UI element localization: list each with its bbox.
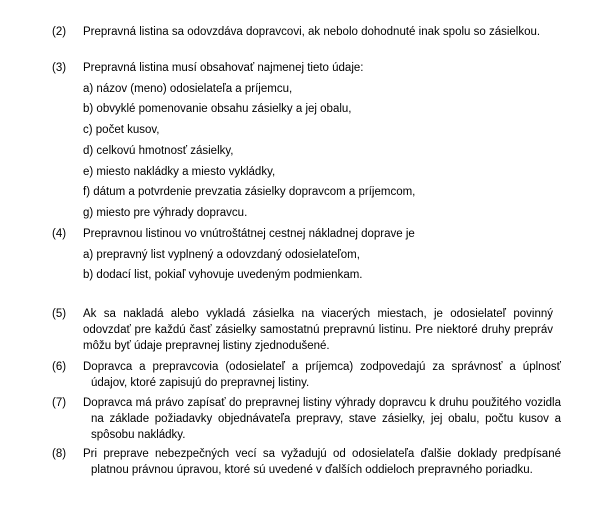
paragraph-number: (3) <box>52 62 67 74</box>
list-item: c) počet kusov, <box>83 124 160 136</box>
paragraph-text: Prepravná listina sa odovzdáva dopravcovi, ak nebolo dohodnuté inak spolu so zásielkou. <box>83 26 541 38</box>
paragraph-number: (4) <box>52 228 67 240</box>
paragraph-number: (2) <box>52 26 67 38</box>
list-item: a) názov (meno) odosielateľa a príjemcu, <box>83 83 293 95</box>
list-item: g) miesto pre výhrady dopravcu. <box>83 207 248 219</box>
paragraph-2 <box>52 24 562 40</box>
paragraph-8 <box>52 446 562 478</box>
paragraph-7 <box>52 395 562 443</box>
list-item: e) miesto nakládky a miesto vykládky, <box>83 166 276 178</box>
paragraph-text: Ak sa nakladá alebo vykladá zásielka na viacerých miestach, je odosielateľ povinný odovzdať pre každú časť zásielky samostatnú prepravnú listinu. Pre niektoré druhy prepráv môžu byť údaje prepravnej listiny zjednodušené. <box>83 308 553 352</box>
paragraph-text: Prepravná listina musí obsahovať najmenej tieto údaje: <box>83 62 364 74</box>
list-item: b) dodací list, pokiaľ vyhovuje uvedeným podmienkam. <box>83 269 363 281</box>
paragraph-text: Prepravnou listinou vo vnútroštátnej cestnej nákladnej doprave je <box>83 228 415 240</box>
paragraph-4 <box>52 226 562 242</box>
paragraph-number: (5) <box>52 308 67 320</box>
list-item: d) celkovú hmotnosť zásielky, <box>83 145 234 157</box>
paragraph-number: (6) <box>52 361 67 373</box>
list-item: b) obvyklé pomenovanie obsahu zásielky a jej obalu, <box>83 103 352 115</box>
paragraph-5 <box>52 306 562 354</box>
paragraph-text: Pri preprave nebezpečných vecí sa vyžadujú od odosielateľa ďalšie doklady predpísané platnou právnou úpravou, ktoré sú uvedené v ďalších oddieloch prepravného poriadku. <box>83 448 561 476</box>
paragraph-number: (8) <box>52 448 67 460</box>
paragraph-number: (7) <box>52 397 67 409</box>
paragraph-text: Dopravca má právo zapísať do prepravnej listiny výhrady dopravcu k druhu použitého vozidla na základe požiadavky objednávateľa prepravy, stave zásielky, jej obalu, počtu kusov a spôsobu nakládky. <box>83 397 561 441</box>
paragraph-text: Dopravca a prepravcovia (odosielateľ a príjemca) zodpovedajú za správnosť a úplnosť údajov, ktoré zapisujú do prepravnej listiny. <box>83 361 561 389</box>
list-item: f) dátum a potvrdenie prevzatia zásielky dopravcom a príjemcom, <box>83 186 416 198</box>
paragraph-3 <box>52 60 562 76</box>
list-item: a) prepravný list vyplnený a odovzdaný odosielateľom, <box>83 249 360 261</box>
paragraph-6 <box>52 359 562 391</box>
